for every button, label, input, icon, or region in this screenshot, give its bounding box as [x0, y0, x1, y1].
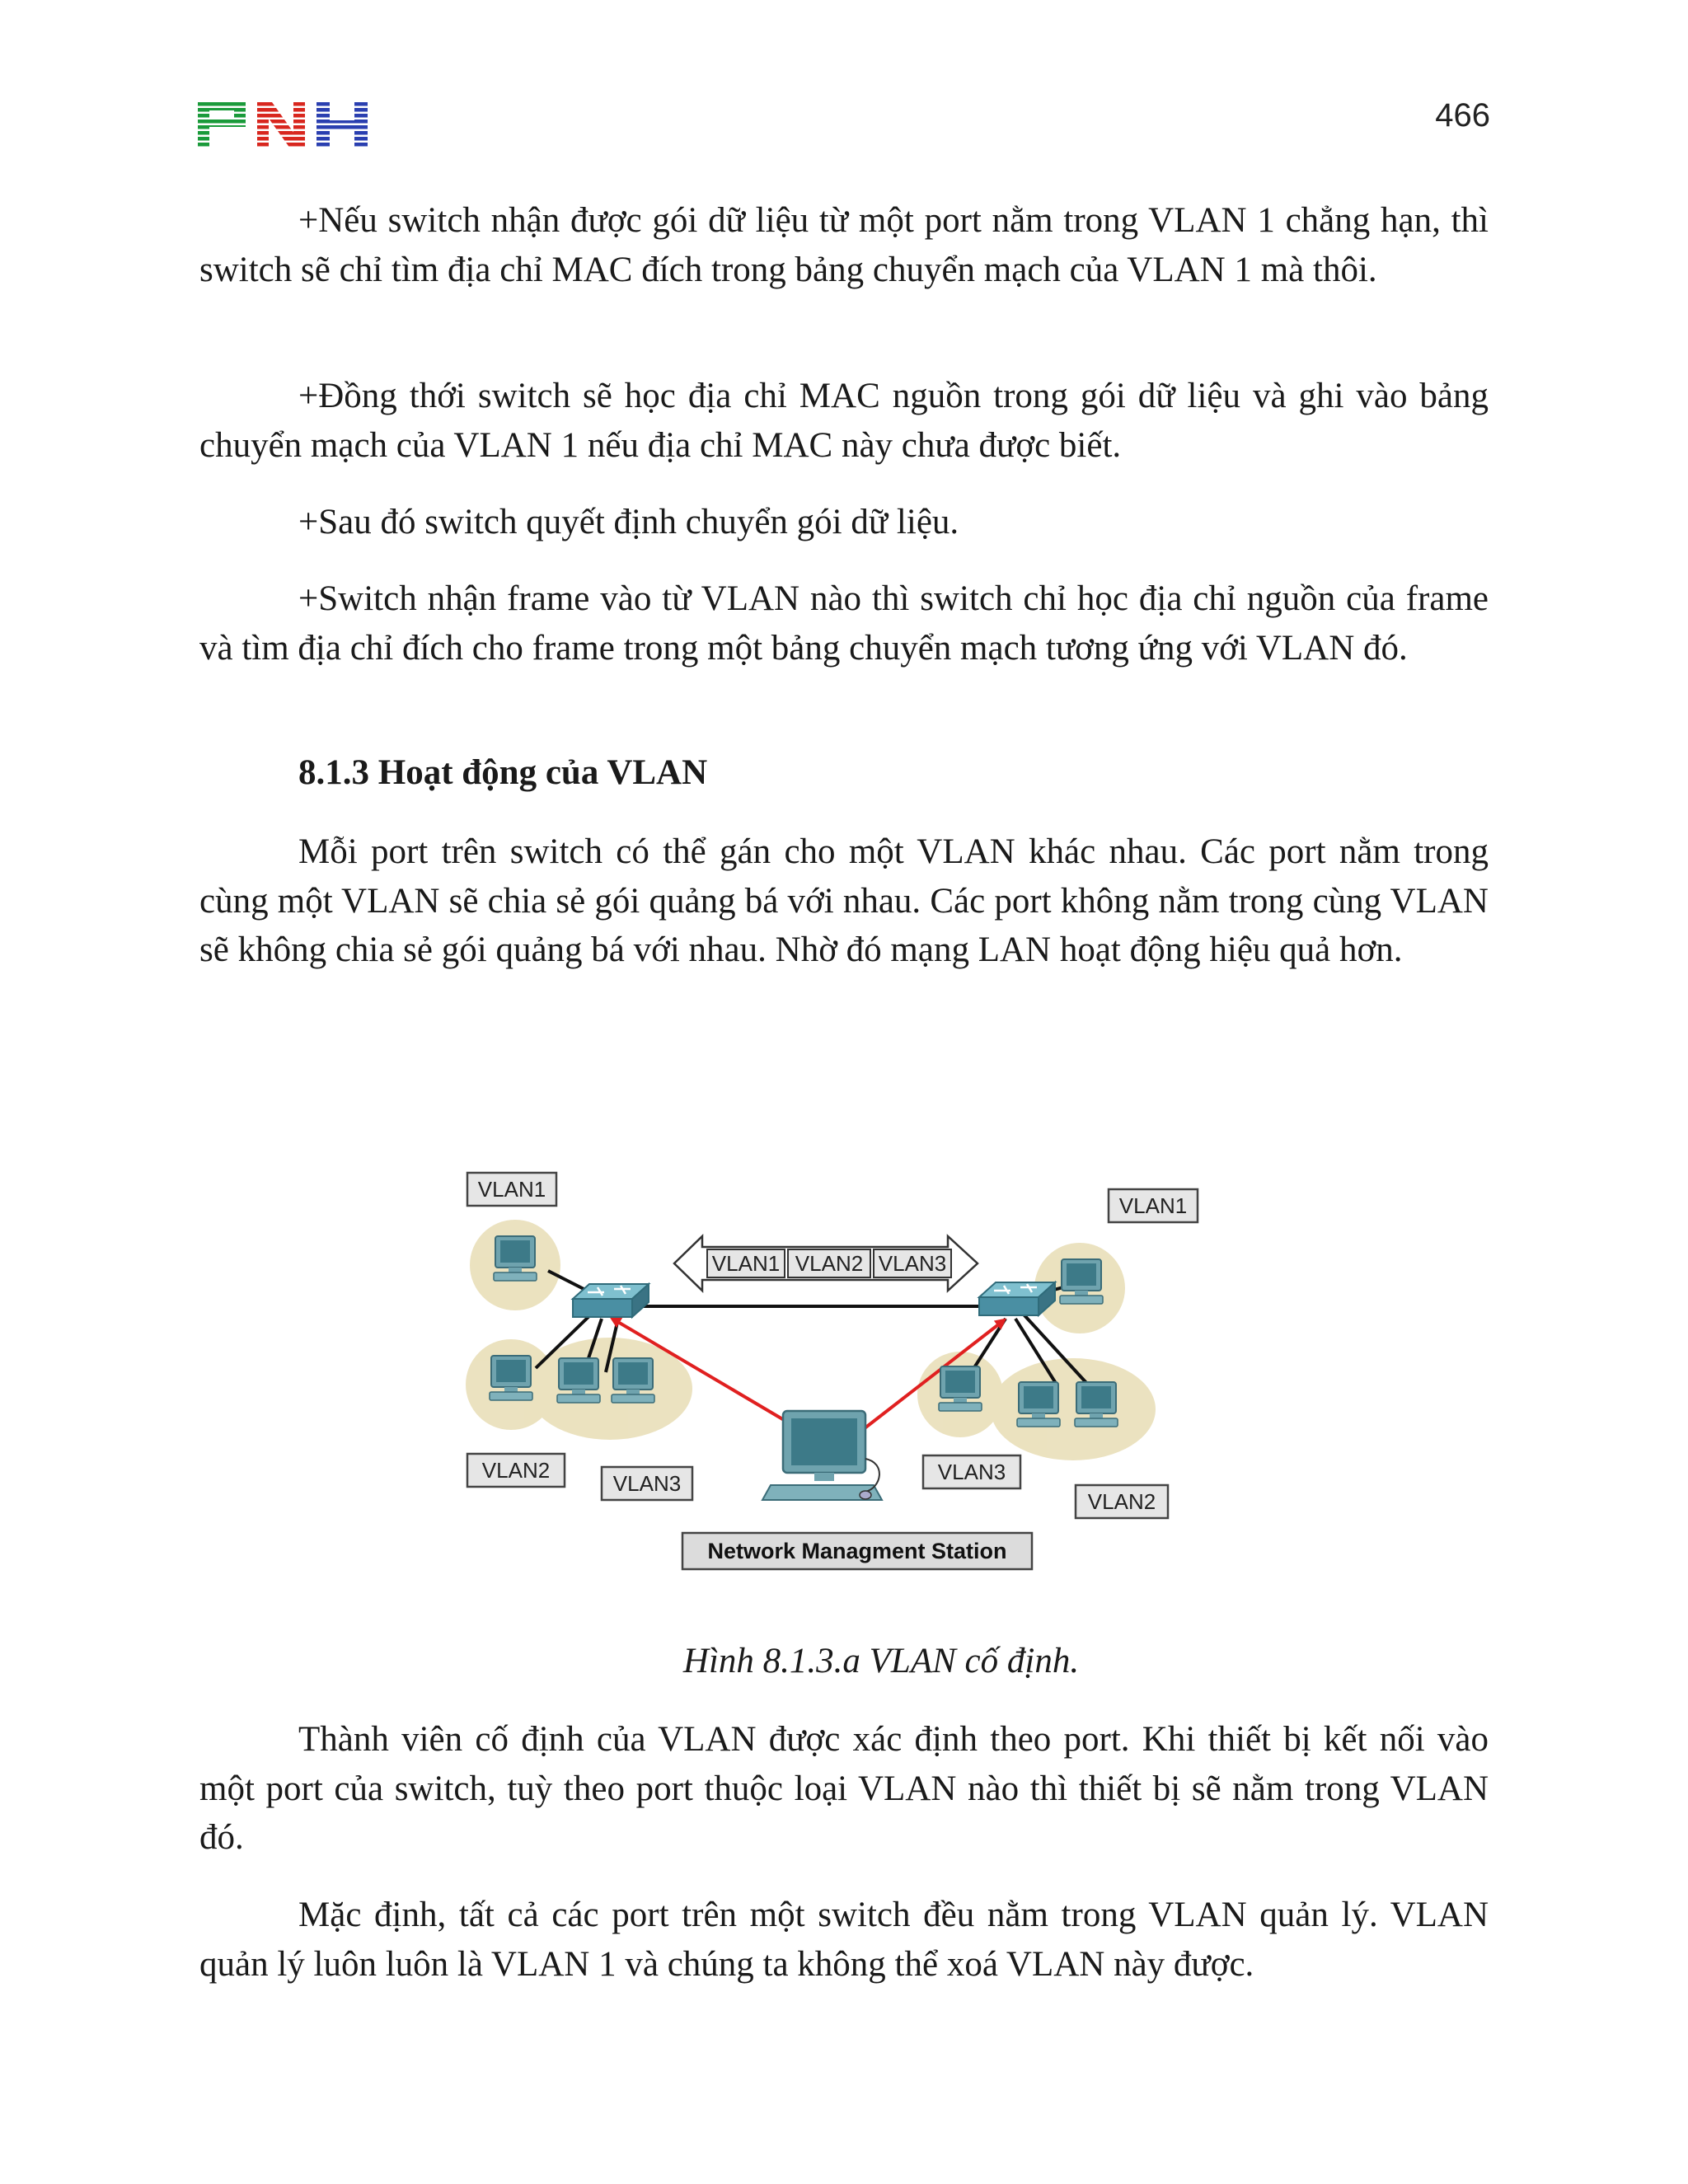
page-number: 466: [1435, 97, 1490, 134]
trunk-arrow: [674, 1236, 978, 1291]
computer-icon: [1017, 1382, 1060, 1427]
computer-icon: [1060, 1259, 1103, 1304]
section-heading: 8.1.3 Hoạt động của VLAN: [298, 753, 708, 792]
trunk-label-vlan3: VLAN3: [878, 1251, 947, 1276]
switch-icon: [573, 1284, 649, 1317]
figure-caption: Hình 8.1.3.a VLAN cố định.: [682, 1642, 1080, 1680]
paragraph: +Đồng thới switch sẽ học địa chỉ MAC nguồn trong gói dữ liệu và ghi vào bảng chuyển mạch của VLAN 1 nếu địa chỉ MAC này chưa được biết.: [199, 377, 1489, 465]
label-vlan1-top-right: VLAN1: [1118, 1193, 1188, 1218]
label-vlan2-left: VLAN2: [481, 1458, 551, 1483]
label-vlan3-right: VLAN3: [937, 1460, 1006, 1484]
paragraph: +Switch nhận frame vào từ VLAN nào thì switch chỉ học địa chỉ nguồn của frame và tìm địa chỉ đích cho frame trong một bảng chuyển mạch tương ứng với VLAN đó.: [199, 579, 1489, 668]
vlan-diagram: [462, 1162, 1220, 1574]
trunk-label-vlan2: VLAN2: [795, 1251, 864, 1276]
computer-icon: [494, 1236, 537, 1281]
paragraph: Mỗi port trên switch có thể gán cho một VLAN khác nhau. Các port nằm trong cùng một VLAN sẽ chia sẻ gói quảng bá với nhau. Các port không nằm trong cùng VLAN sẽ không chia sẻ gói quảng bá với nhau. Nhờ đó mạng LAN hoạt động hiệu quả hơn.: [199, 832, 1489, 969]
management-station-icon: [762, 1411, 882, 1500]
label-vlan2-right: VLAN2: [1087, 1489, 1156, 1514]
label-network-management-station: Network Managment Station: [707, 1539, 1007, 1563]
paragraph: +Nếu switch nhận được gói dữ liệu từ một port nằm trong VLAN 1 chẳng hạn, thì switch sẽ chỉ tìm địa chỉ MAC đích trong bảng chuyển mạch của VLAN 1 mà thôi.: [199, 201, 1489, 289]
label-vlan1-top-left: VLAN1: [477, 1177, 546, 1202]
computer-icon: [939, 1366, 982, 1411]
computer-icon: [490, 1356, 532, 1400]
paragraph: +Sau đó switch quyết định chuyển gói dữ liệu.: [298, 503, 959, 541]
label-vlan3-left: VLAN3: [612, 1471, 682, 1496]
computer-icon: [557, 1358, 600, 1403]
paragraph: Thành viên cố định của VLAN được xác định theo port. Khi thiết bị kết nối vào một port của switch, tuỳ theo port thuộc loại VLAN nào thì thiết bị sẽ nằm trong VLAN đó.: [199, 1720, 1489, 1857]
paragraph: Mặc định, tất cả các port trên một switch đều nằm trong VLAN quản lý. VLAN quản lý luôn luôn là VLAN 1 và chúng ta không thể xoá VLAN này được.: [199, 1896, 1489, 1984]
pnh-logo: [198, 102, 368, 148]
switch-icon: [979, 1282, 1055, 1315]
trunk-label-vlan1: VLAN1: [711, 1251, 781, 1276]
computer-icon: [1075, 1382, 1118, 1427]
computer-icon: [612, 1358, 654, 1403]
